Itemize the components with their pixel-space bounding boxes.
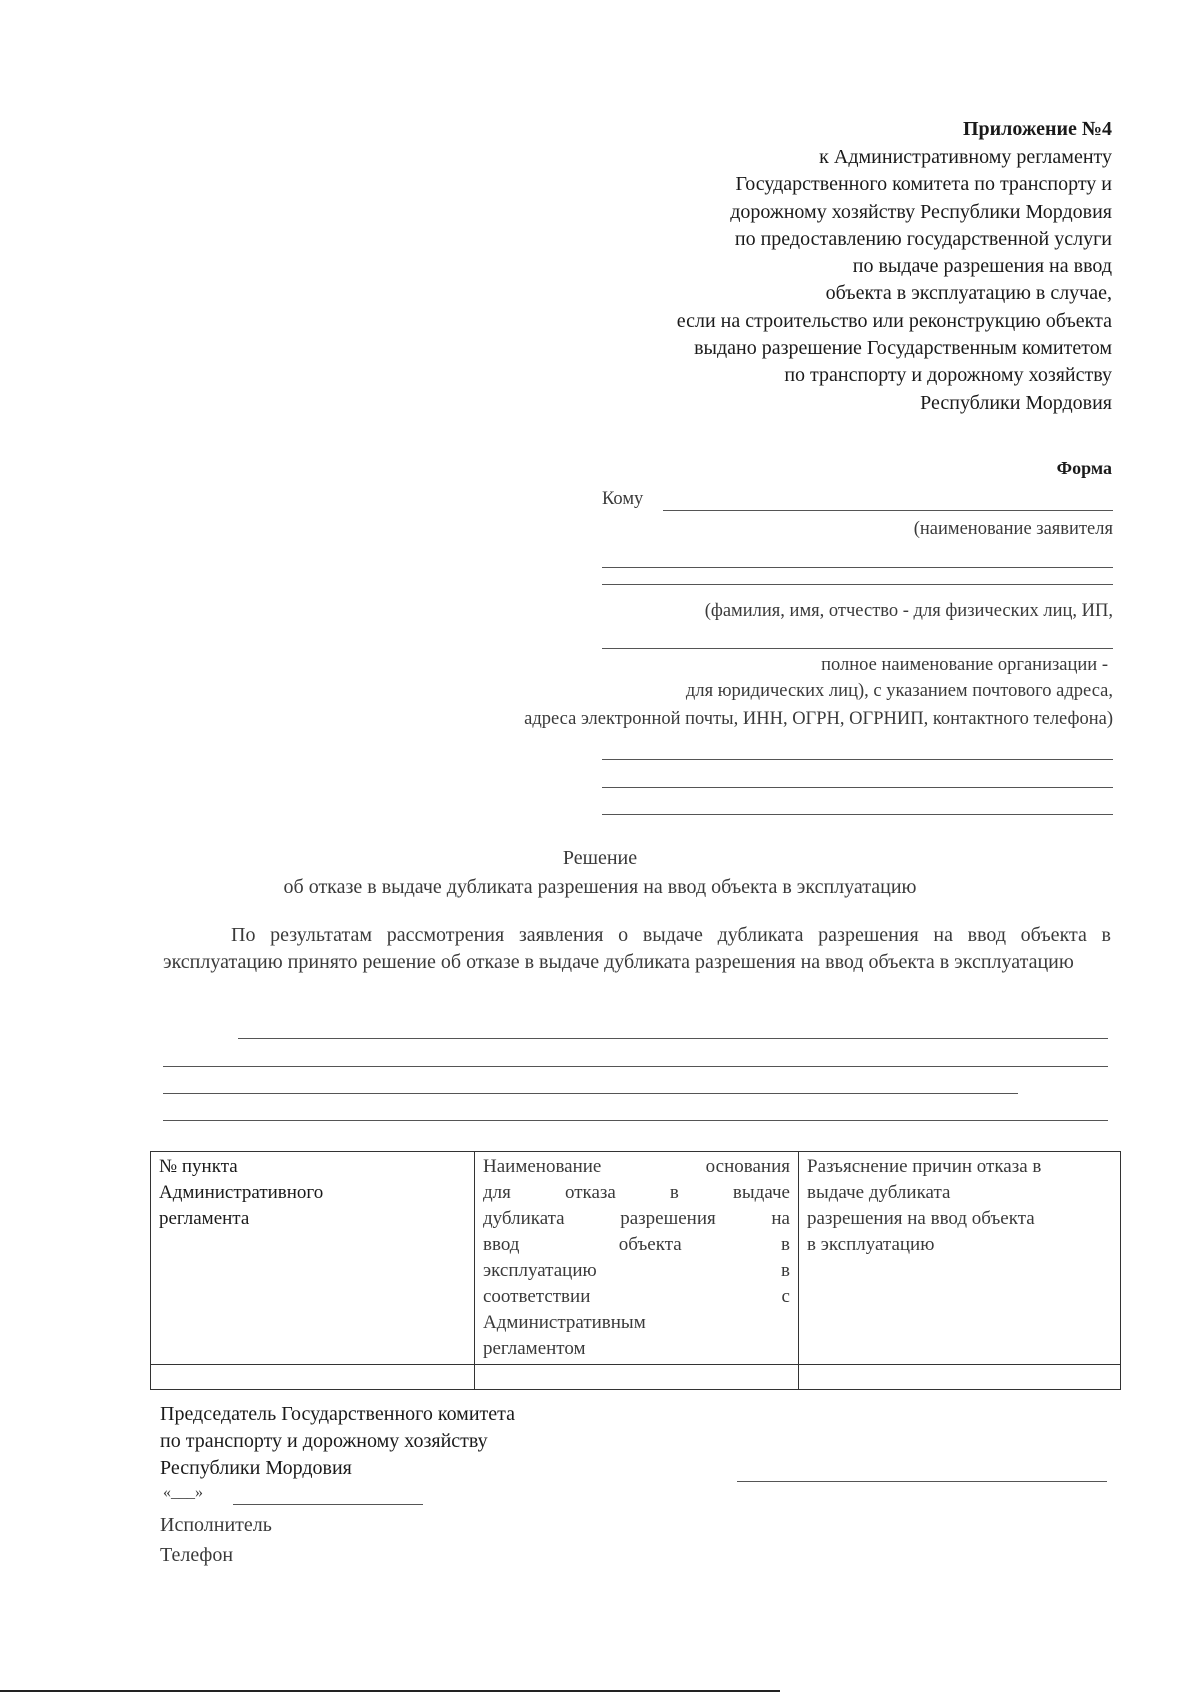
- hint-legal: для юридических лиц), с указанием почтового адреса,: [685, 681, 1113, 701]
- recipient-input-line: [602, 648, 1113, 649]
- hint-contacts: адреса электронной почты, ИНН, ОГРН, ОГРНИП, контактного телефона): [524, 709, 1113, 729]
- hint-org: полное наименование организации -: [821, 655, 1108, 675]
- to-label: Кому: [602, 489, 644, 509]
- table-row: [151, 1365, 1121, 1390]
- appendix-line: по транспорту и дорожному хозяйству: [784, 364, 1112, 387]
- executor-label: Исполнитель: [160, 1514, 272, 1536]
- decision-subtitle: об отказе в выдаче дубликата разрешения на ввод объекта в эксплуатацию: [283, 876, 917, 898]
- signature-input-line: [737, 1481, 1107, 1482]
- appendix-header: [492, 114, 1112, 417]
- signature-line: Республики Мордовия: [160, 1457, 352, 1479]
- reason-input-line: [238, 1038, 1108, 1039]
- appendix-line: выдано разрешение Государственным комитетом: [694, 337, 1112, 360]
- table-header-basis: Наименование основания для отказа в выдаче дубликата разрешения на ввод объекта в эксплуатацию в соответствии с Административным регламентом: [475, 1152, 799, 1365]
- hint-person: (фамилия, имя, отчество - для физических лиц, ИП,: [704, 601, 1113, 621]
- recipient-input-line: [663, 510, 1113, 511]
- recipient-input-line: [602, 567, 1113, 568]
- table-cell[interactable]: [799, 1365, 1121, 1390]
- table-header-row: [151, 1152, 1121, 1365]
- form-label: Форма: [1056, 458, 1112, 478]
- reason-input-line: [163, 1066, 1108, 1067]
- table-cell[interactable]: [475, 1365, 799, 1390]
- recipient-input-line: [602, 787, 1113, 788]
- appendix-line: объекта в эксплуатацию в случае,: [825, 282, 1112, 305]
- page-edge-line: [0, 1690, 780, 1692]
- hint-name: (наименование заявителя: [913, 519, 1113, 539]
- recipient-input-line: [602, 759, 1113, 760]
- signature-line: по транспорту и дорожному хозяйству: [160, 1430, 488, 1452]
- date-prefix: «___»: [163, 1484, 203, 1501]
- decision-title: Решение: [562, 847, 638, 869]
- table-cell[interactable]: [151, 1365, 475, 1390]
- appendix-line: к Административному регламенту: [819, 146, 1112, 168]
- executor-block: [160, 1510, 272, 1570]
- appendix-line: дорожному хозяйству Республики Мордовия: [730, 200, 1112, 223]
- decision-body: По результатам рассмотрения заявления о выдаче дубликата разрешения на ввод объекта в эксплуатацию принято решение об отказе в выдаче дубликата разрешения на ввод объекта в эксплуатацию: [163, 924, 1111, 973]
- appendix-line: по выдаче разрешения на ввод: [852, 255, 1112, 278]
- reasons-table: [150, 1151, 1121, 1390]
- appendix-title: Приложение №4: [962, 118, 1112, 140]
- date-input-line: [233, 1504, 423, 1505]
- phone-label: Телефон: [160, 1544, 234, 1566]
- recipient-input-line: [602, 584, 1113, 585]
- appendix-line: Государственного комитета по транспорту и: [735, 173, 1112, 196]
- recipient-input-line: [602, 814, 1113, 815]
- appendix-line: по предоставлению государственной услуги: [734, 227, 1112, 250]
- signature-line: Председатель Государственного комитета: [160, 1403, 516, 1425]
- reason-input-line: [163, 1093, 1018, 1094]
- reason-input-line: [163, 1120, 1108, 1121]
- table-header-clause: № пункта Административного регламента: [151, 1152, 475, 1365]
- table-header-explanation: Разъяснение причин отказа в выдаче дубликата разрешения на ввод объекта в эксплуатацию: [799, 1152, 1121, 1365]
- appendix-line: если на строительство или реконструкцию объекта: [676, 309, 1112, 332]
- signature-block: [160, 1401, 515, 1482]
- appendix-line: Республики Мордовия: [920, 391, 1112, 414]
